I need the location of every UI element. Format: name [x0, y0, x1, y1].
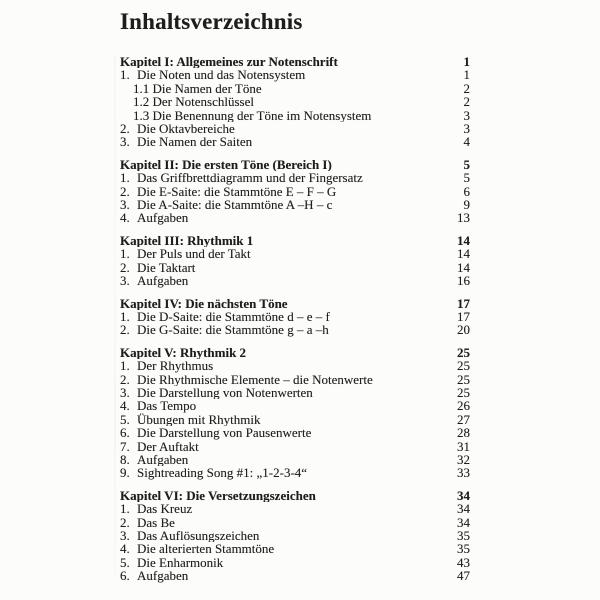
item-title: [120, 440, 444, 453]
item-num: 4.: [120, 211, 130, 225]
item-title: [120, 516, 444, 529]
chapter-heading-row: [120, 158, 470, 171]
item-text: Das Kreuz: [137, 502, 193, 516]
item-title: [120, 413, 444, 426]
toc-item: [120, 95, 470, 108]
toc-chapter: [120, 234, 470, 288]
toc-item: [120, 198, 470, 211]
toc-item: [120, 466, 470, 479]
item-num: 2.: [120, 184, 130, 199]
toc-item: [120, 135, 470, 148]
item-title: [120, 359, 444, 372]
item-text: Übungen mit Rhythmik: [137, 412, 261, 427]
chapter-page: 5: [463, 156, 470, 172]
item-page: 14: [457, 246, 470, 262]
toc-item: [120, 399, 470, 412]
toc-item: [120, 502, 470, 515]
item-text: Die alterierten Stammtöne: [137, 542, 275, 556]
chapter-title: Kapitel III: Rhythmik 1: [120, 233, 254, 248]
toc: [120, 55, 470, 583]
item-num: 5.: [120, 555, 130, 570]
item-num: 2.: [120, 515, 130, 529]
item-text: Sightreading Song #1: „1-2-3-4“: [137, 466, 308, 480]
item-page: 43: [457, 554, 470, 570]
item-title: [120, 386, 444, 399]
item-page: 16: [457, 273, 470, 289]
chapter-heading-row: [120, 234, 470, 247]
item-text: Die E-Saite: die Stammtöne E – F – G: [137, 184, 337, 199]
toc-item: [120, 211, 470, 224]
item-page: 5: [463, 170, 470, 186]
item-text: Die Oktavbereiche: [137, 122, 235, 136]
item-title: [120, 109, 444, 122]
item-text: Der Auftakt: [137, 439, 199, 453]
item-num: 6.: [120, 569, 130, 583]
item-page: 2: [463, 94, 470, 110]
item-text: 1.3 Die Benennung der Töne im Notensystem: [133, 108, 372, 123]
item-text: Die D-Saite: die Stammtöne d – e – f: [137, 309, 330, 324]
item-page: 32: [457, 451, 470, 467]
item-text: Die Namen der Saiten: [137, 135, 253, 149]
item-num: 7.: [120, 439, 130, 453]
chapter-page: 17: [457, 295, 470, 311]
item-num: 1.: [120, 502, 130, 516]
item-page: 28: [457, 425, 470, 441]
item-page: 17: [457, 308, 470, 324]
toc-item: [120, 569, 470, 582]
item-page: 13: [457, 210, 470, 226]
page-title: Inhaltsverzeichnis: [120, 9, 303, 34]
item-title: [120, 261, 444, 274]
item-page: 27: [457, 411, 470, 427]
item-text: Aufgaben: [137, 452, 189, 467]
item-title: [120, 171, 444, 184]
toc-item: [120, 373, 470, 386]
item-title: [120, 198, 444, 211]
chapter-heading-row: [120, 346, 470, 359]
toc-chapter: [120, 346, 470, 480]
chapter-page: 1: [463, 54, 470, 69]
toc-item: [120, 359, 470, 372]
chapter-title: Kapitel VI: Die Versetzungszeichen: [120, 488, 316, 503]
toc-item: [120, 122, 470, 135]
item-page: 26: [457, 398, 470, 414]
chapter-items: [120, 310, 470, 337]
toc-item: [120, 310, 470, 323]
item-text: Der Rhythmus: [137, 359, 214, 373]
item-page: 2: [463, 80, 470, 96]
item-num: 8.: [120, 452, 130, 467]
item-num: 4.: [120, 399, 130, 413]
item-page: 35: [457, 541, 470, 557]
scan-bleed-artifact: [114, 55, 116, 575]
item-text: 1.1 Die Namen der Töne: [133, 81, 262, 96]
toc-item: [120, 261, 470, 274]
chapter-items: [120, 502, 470, 582]
item-title: [120, 310, 444, 323]
chapter-page: 34: [457, 487, 470, 503]
chapter-heading-row: [120, 489, 470, 502]
item-title: [120, 556, 444, 569]
item-page: 1: [463, 67, 470, 83]
chapter-heading-row: [120, 297, 470, 310]
item-num: 2.: [120, 260, 130, 275]
item-text: Aufgaben: [137, 274, 189, 288]
toc-item: [120, 542, 470, 555]
chapter-title: Kapitel V: Rhythmik 2: [120, 345, 247, 360]
item-page: 6: [463, 183, 470, 199]
chapter-page: 14: [457, 232, 470, 248]
item-num: 1.: [120, 247, 130, 261]
item-text: Aufgaben: [137, 211, 189, 225]
item-title: [120, 466, 444, 479]
toc-item: [120, 109, 470, 122]
item-page: 33: [457, 465, 470, 481]
toc-chapter: [120, 158, 470, 225]
item-page: 3: [463, 107, 470, 123]
toc-item: [120, 426, 470, 439]
item-num: 9.: [120, 466, 130, 480]
toc-item: [120, 323, 470, 336]
item-page: 25: [457, 358, 470, 374]
item-page: 25: [457, 384, 470, 400]
item-title: [120, 373, 444, 386]
item-title: [120, 453, 444, 466]
item-title: [120, 274, 444, 287]
item-num: 2.: [120, 323, 130, 337]
item-title: [120, 426, 444, 439]
item-title: [120, 542, 444, 555]
item-page: 3: [463, 121, 470, 137]
toc-item: [120, 171, 470, 184]
item-page: 35: [457, 528, 470, 543]
item-title: [120, 569, 444, 582]
item-num: 4.: [120, 542, 130, 556]
item-title: [120, 529, 444, 542]
toc-page: [120, 8, 470, 592]
item-num: 2.: [120, 372, 130, 386]
item-num: 1.: [120, 309, 130, 324]
item-text: Die Darstellung von Notenwerten: [137, 385, 313, 400]
item-page: 20: [457, 322, 470, 338]
item-text: Das Griffbrettdiagramm und der Fingersatz: [137, 171, 363, 185]
item-text: Das Be: [137, 515, 175, 529]
item-title: [120, 211, 444, 224]
item-title: [120, 68, 444, 81]
chapter-items: [120, 247, 470, 287]
item-title: [120, 122, 444, 135]
item-page: 9: [463, 197, 470, 213]
toc-item: [120, 440, 470, 453]
item-num: 6.: [120, 426, 130, 440]
toc-item: [120, 413, 470, 426]
item-text: 1.2 Der Notenschlüssel: [133, 95, 254, 109]
toc-item: [120, 247, 470, 260]
item-page: 47: [457, 568, 470, 584]
chapter-page: 25: [457, 344, 470, 360]
item-text: Der Puls und der Takt: [137, 247, 251, 261]
item-title: [120, 323, 444, 336]
toc-chapter: [120, 489, 470, 583]
item-num: 3.: [120, 529, 130, 543]
item-title: [120, 185, 444, 198]
toc-chapter: [120, 55, 470, 149]
item-title: [120, 135, 444, 148]
item-num: 3.: [120, 385, 130, 400]
chapter-title: Kapitel I: Allgemeines zur Notenschrift: [120, 55, 338, 69]
item-text: Die Noten und das Notensystem: [137, 68, 306, 82]
toc-item: [120, 82, 470, 95]
item-text: Die G-Saite: die Stammtöne g – a –h: [137, 323, 329, 337]
item-title: [120, 502, 444, 515]
chapter-items: [120, 68, 470, 148]
item-page: 34: [457, 501, 470, 517]
toc-item: [120, 386, 470, 399]
chapter-items: [120, 359, 470, 480]
item-page: 14: [457, 259, 470, 275]
toc-item: [120, 274, 470, 287]
chapter-title: Kapitel IV: Die nächsten Töne: [120, 296, 288, 310]
item-title: [120, 247, 444, 260]
item-text: Die Enharmonik: [137, 555, 224, 570]
toc-item: [120, 529, 470, 542]
toc-item: [120, 185, 470, 198]
item-num: 3.: [120, 274, 130, 288]
toc-item: [120, 453, 470, 466]
item-num: 3.: [120, 198, 130, 212]
item-num: 1.: [120, 359, 130, 373]
item-page: 4: [463, 134, 470, 150]
item-num: 2.: [120, 122, 130, 136]
chapter-title: Kapitel II: Die ersten Töne (Bereich I): [120, 157, 332, 172]
item-page: 25: [457, 371, 470, 387]
item-text: Die Darstellung von Pausenwerte: [137, 426, 312, 440]
toc-item: [120, 556, 470, 569]
chapter-heading-row: [120, 55, 470, 68]
toc-item: [120, 516, 470, 529]
item-num: 5.: [120, 412, 130, 427]
item-page: 34: [457, 514, 470, 530]
item-title: [120, 399, 444, 412]
item-text: Das Tempo: [137, 399, 197, 413]
chapter-items: [120, 171, 470, 225]
item-text: Die Taktart: [137, 260, 196, 275]
item-title: [120, 95, 444, 108]
item-title: [120, 82, 444, 95]
item-text: Die Rhythmische Elemente – die Notenwerte: [137, 372, 373, 386]
item-num: 1.: [120, 171, 130, 185]
item-num: 1.: [120, 68, 130, 82]
toc-item: [120, 68, 470, 81]
item-text: Die A-Saite: die Stammtöne A –H – c: [137, 198, 333, 212]
toc-chapter: [120, 297, 470, 337]
item-page: 31: [457, 438, 470, 454]
item-text: Das Auflösungszeichen: [137, 529, 260, 543]
item-text: Aufgaben: [137, 569, 189, 583]
item-num: 3.: [120, 135, 130, 149]
